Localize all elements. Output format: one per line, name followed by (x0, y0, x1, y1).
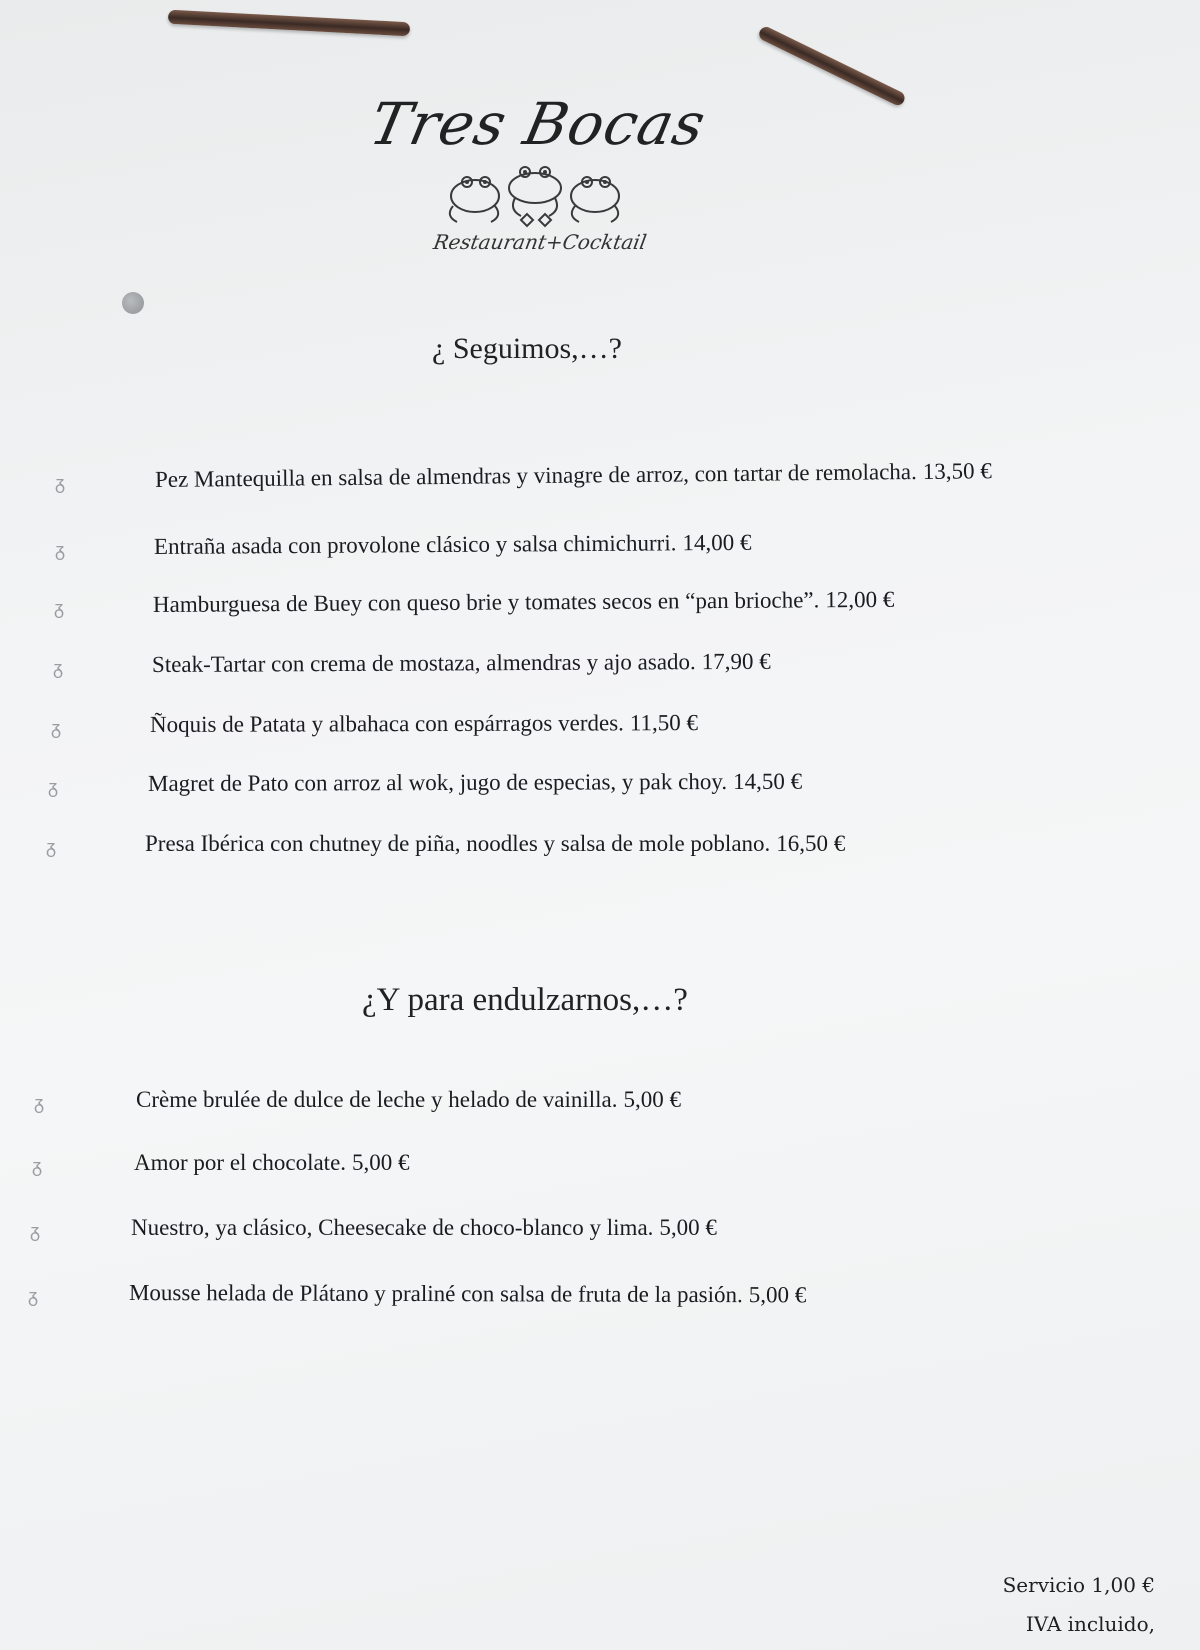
fork-bullet-icon: ᵹ (55, 473, 66, 494)
pin-hole (122, 292, 144, 314)
menu-item-description: Entraña asada con provolone clásico y salsa chimichurri. (153, 530, 677, 559)
fork-bullet-icon: ᵹ (46, 837, 57, 858)
menu-item-price: 14,00 € (682, 529, 752, 556)
menu-item-price: 5,00 € (748, 1282, 807, 1308)
menu-item-description: Steak-Tartar con crema de mostaza, almendras y ajo asado. (151, 649, 696, 677)
menu-item-price: 12,00 € (825, 586, 895, 613)
fork-bullet-icon: ᵹ (54, 598, 65, 619)
menu-item-text (154, 530, 752, 560)
menu-item-description: Magret de Pato con arroz al wok, jugo de especias, y pak choy. (147, 768, 728, 796)
menu-item-text (153, 587, 895, 618)
menu-item-text (148, 769, 802, 797)
menu-item-description: Ñoquis de Patata y albahaca con espárragos verdes. (149, 710, 624, 737)
menu-item (0, 768, 1200, 811)
menu-item-description: Crème brulée de dulce de leche y helado de vainilla. (136, 1087, 618, 1112)
tax-included-note: IVA incluido, (1025, 1612, 1155, 1636)
menu-item-price: 5,00 € (623, 1087, 682, 1112)
menu-item-price: 5,00 € (659, 1215, 717, 1240)
menu-item-description: Hamburguesa de Buey con queso brie y tomates secos en “pan brioche”. (152, 587, 820, 617)
section-title-mains: ¿ Seguimos,…? (432, 332, 622, 365)
clip-right (757, 25, 907, 108)
menu-item-description: Pez Mantequilla en salsa de almendras y vinagre de arroz, con tartar de remolacha. (154, 459, 917, 492)
menu-item-description: Amor por el chocolate. (134, 1150, 347, 1175)
frog-emblem-icon (435, 158, 635, 230)
menu-item-description: Nuestro, ya clásico, Cheesecake de choco-blanco y lima. (131, 1215, 654, 1240)
menu-item (0, 712, 1200, 752)
menu-item-description: Mousse helada de Plátano y praliné con salsa de fruta de la pasión. (128, 1280, 743, 1308)
menu-item-price: 13,50 € (922, 458, 992, 484)
menu-item-text (134, 1150, 410, 1176)
menu-item-text (150, 710, 698, 738)
fork-bullet-icon: ᵹ (30, 1221, 41, 1242)
menu-item (0, 1150, 1200, 1190)
section-title-desserts: ¿Y para endulzarnos,…? (362, 982, 688, 1018)
menu-item-price: 17,90 € (701, 648, 771, 675)
clip-left (168, 10, 410, 37)
fork-bullet-icon: ᵹ (34, 1093, 45, 1114)
menu-item (0, 458, 1200, 507)
menu-item (0, 1087, 1200, 1127)
menu-item-price: 14,50 € (733, 768, 803, 794)
restaurant-logo (350, 90, 720, 265)
fork-bullet-icon: ᵹ (48, 777, 59, 798)
menu-item-text (129, 1280, 806, 1308)
fork-bullet-icon: ᵹ (55, 540, 66, 561)
fork-bullet-icon: ᵹ (51, 718, 62, 739)
restaurant-subtitle: Restaurant+Cocktail (431, 230, 649, 254)
menu-item (0, 648, 1200, 692)
menu-item-text (155, 458, 992, 493)
menu-item-text (136, 1087, 681, 1113)
menu-item (0, 586, 1200, 632)
menu-item-text (131, 1215, 717, 1241)
restaurant-name: Tres Bocas (364, 90, 712, 158)
menu-item-text (145, 831, 845, 857)
fork-bullet-icon: ᵹ (53, 658, 64, 679)
menu-item-text (152, 649, 771, 678)
service-charge-note: Servicio 1,00 € (1002, 1573, 1155, 1597)
fork-bullet-icon: ᵹ (28, 1286, 39, 1307)
menu-item-price: 5,00 € (352, 1150, 410, 1175)
menu-item-price: 11,50 € (629, 710, 699, 736)
menu-item (0, 529, 1200, 574)
menu-item (0, 1215, 1200, 1255)
menu-item-description: Presa Ibérica con chutney de piña, noodles y salsa de mole poblano. (145, 831, 771, 856)
menu-item (0, 1280, 1200, 1320)
menu-item-price: 16,50 € (776, 831, 846, 856)
fork-bullet-icon: ᵹ (32, 1156, 43, 1177)
menu-item (0, 831, 1200, 871)
